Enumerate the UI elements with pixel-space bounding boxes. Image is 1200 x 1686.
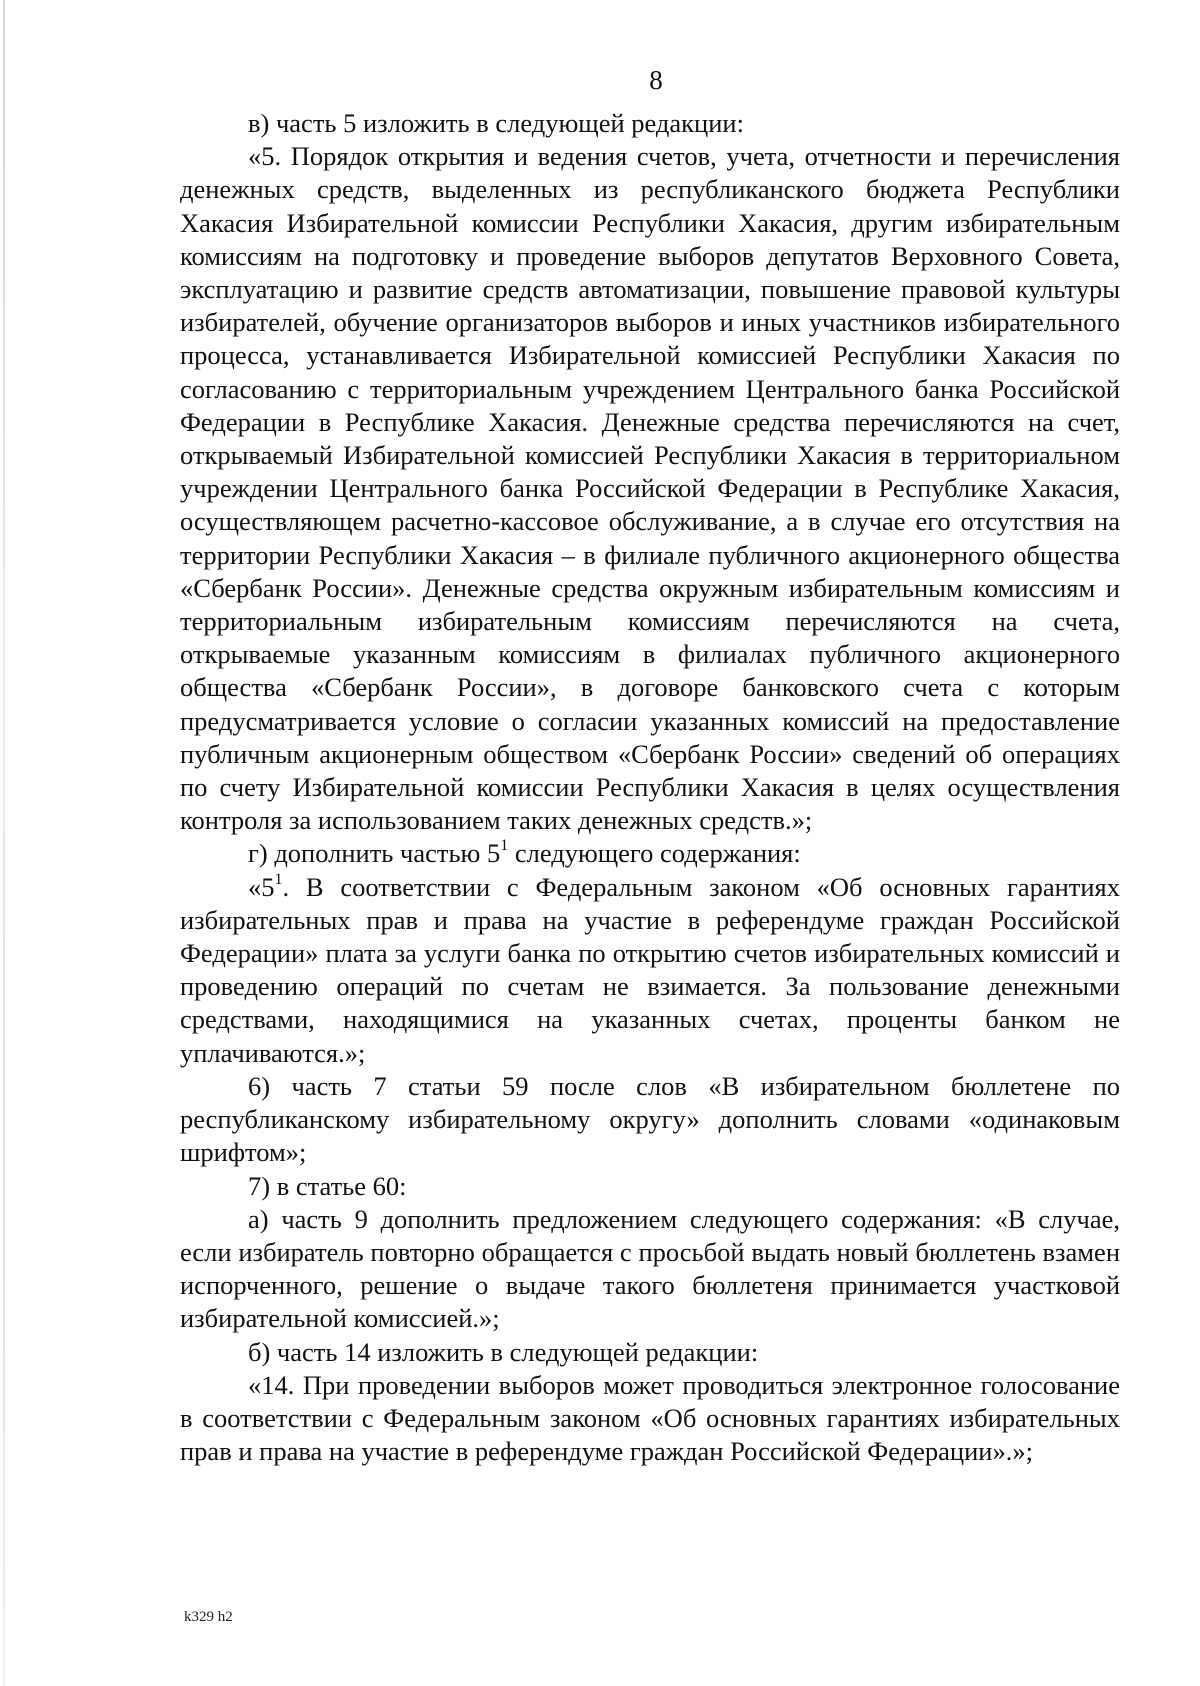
paragraph-amendment-v: в) часть 5 изложить в следующей редакции: (248, 108, 744, 138)
scan-edge-line (3, 0, 5, 1686)
amendment-g-lead: г) дополнить частью 5 (248, 838, 501, 869)
paragraph-part-5-1-text (180, 871, 1120, 1070)
document-body (180, 107, 1120, 1468)
page-number: 8 (649, 65, 663, 95)
part-5-1-lead: «5 (248, 871, 275, 902)
document-code: k329 h2 (184, 1609, 233, 1625)
paragraph-part-14-text: «14. При проведении выборов может проводиться электронное голосование в соответствии с Федеральным законом «Об основных гарантиях избирательных прав и права на участие в референдуме граждан Российской Федерации».»; (180, 1369, 1120, 1467)
superscript-mark: 1 (500, 837, 509, 855)
paragraph-item-7a: а) часть 9 дополнить предложением следующего содержания: «В случае, если избиратель повторно обращается с просьбой выдать новый бюллетень взамен испорченного, решение о выдаче такого бюллетеня принимается участковой избирательной комиссией.»; (180, 1203, 1120, 1334)
amendment-g-tail: следующего содержания: (508, 838, 801, 869)
superscript-mark: 1 (274, 870, 283, 888)
paragraph-part-5-text: «5. Порядок открытия и ведения счетов, учета, отчетности и перечисления денежных средств, выделенных из республиканского бюджета Республики Хакасия Избирательной комиссии Республики Хакасия, другим избирательным комиссиям на подготовку и проведение выборов депутатов Верховного Совета, эксплуатацию и развитие средств автоматизации, повышение правовой культуры избирателей, обучение организаторов выборов и иных участников избирательного процесса, устанавливается Избирательной комиссией Республики Хакасия по согласованию с территориальным учреждением Центрального банка Российской Федерации в Республике Хакасия. Денежные средства перечисляются на счет, открываемый Избирательной комиссией Республики Хакасия в территориальном учреждении Центрального банка Российской Федерации в Республике Хакасия, осуществляющем расчетно-кассовое обслуживание, а в случае его отсутствия на территории Республики Хакасия – в филиале публичного акционерного общества «Сбербанк России». Денежные средства окружным избирательным комиссиям и территориальным избирательным комиссиям перечисляются на счета, открываемые указанным комиссиям в филиалах публичного акционерного общества «Сбербанк России», в договоре банковского счета с которым предусматривается условие о согласии указанных комиссий на предоставление публичным акционерным обществом «Сбербанк России» сведений об операциях по счету Избирательной комиссии Республики Хакасия в целях осуществления контроля за использованием таких денежных средств.»; (180, 141, 1120, 836)
paragraph-item-7: 7) в статье 60: (248, 1170, 407, 1201)
paragraph-amendment-g (180, 837, 1120, 870)
paragraph-item-7b: б) часть 14 изложить в следующей редакции: (248, 1336, 759, 1367)
part-5-1-tail: . В соответствии с Федеральным законом «Об основных гарантиях избирательных прав и права на участие в референдуме граждан Российской Федерации» плата за услуги банка по открытию счетов избирательных комиссий и проведению операций по счетам не взимается. За пользование денежными средствами, находящимися на указанных счетах, проценты банком не уплачиваются.»; (180, 871, 1120, 1068)
paragraph-item-6: 6) часть 7 статьи 59 после слов «В избирательном бюллетене по республиканскому избирательному округу» дополнить словами «одинаковым шрифтом»; (180, 1070, 1120, 1168)
